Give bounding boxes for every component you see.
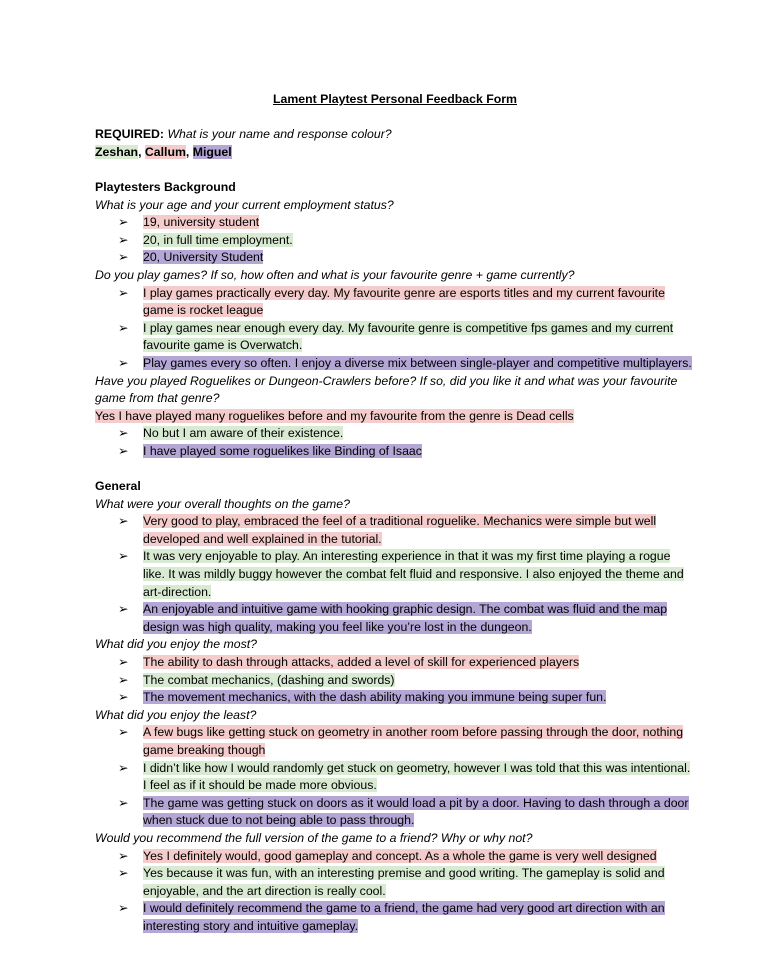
answer-text: The movement mechanics, with the dash ability making you immune being super fun. — [143, 690, 607, 705]
arrow-bullet-icon: ➢ — [118, 725, 129, 740]
answer-list — [95, 285, 695, 373]
arrow-bullet-icon: ➢ — [118, 320, 129, 335]
answer-text: I didn’t like how I would randomly get stuck on geometry, however I was told that this was intentional. I feel as if it should be made more obvious. — [143, 760, 691, 793]
answer-text: Yes I have played many roguelikes before and my favourite from the genre is Dead cells — [95, 408, 574, 423]
answer-text: 19, university student — [143, 215, 260, 230]
form-title: Lament Playtest Personal Feedback Form — [273, 92, 517, 106]
arrow-bullet-icon: ➢ — [118, 866, 129, 881]
required-question: What is your name and response colour? — [167, 127, 392, 142]
answer-list — [95, 214, 695, 267]
answer-text: The combat mechanics, (dashing and swords) — [143, 672, 395, 687]
answer-list — [95, 848, 695, 936]
arrow-bullet-icon: ➢ — [118, 514, 129, 529]
answer-item — [95, 795, 693, 830]
name-separator: , — [138, 144, 145, 159]
answer-list — [95, 425, 695, 460]
answer-item — [95, 548, 693, 601]
answer-item — [95, 425, 693, 443]
arrow-bullet-icon: ➢ — [118, 443, 129, 458]
question-play-games: Do you play games? If so, how often and what is your favourite genre + game currently? — [95, 267, 575, 282]
answer-item — [95, 672, 693, 690]
answer-item — [95, 249, 693, 267]
answer-item — [95, 654, 693, 672]
question-enjoy-least: What did you enjoy the least? — [95, 707, 257, 722]
arrow-bullet-icon: ➢ — [118, 672, 129, 687]
respondent-name-callum: Callum — [144, 144, 186, 159]
answer-item — [95, 865, 693, 900]
answer-text: An enjoyable and intuitive game with hooking graphic design. The combat was fluid and the map design was high quality, making you feel like you’re lost in the dungeon. — [143, 602, 668, 634]
respondent-name-zeshan: Zeshan — [95, 144, 139, 159]
answer-text: I would definitely recommend the game to a friend, the game had very good art direction with an interesting story and intuitive gameplay. — [143, 901, 665, 933]
answer-list — [95, 724, 695, 830]
answer-text: It was very enjoyable to play. An interesting experience in that it was my first time playing a rogue like. It was mildly buggy however the combat felt fluid and responsive. I also enjoyed the theme and art-direction. — [143, 549, 684, 599]
name-separator: , — [185, 144, 193, 159]
answer-list — [95, 654, 695, 707]
arrow-bullet-icon: ➢ — [118, 602, 129, 617]
answer-item — [95, 848, 693, 866]
answer-item — [95, 513, 693, 548]
arrow-bullet-icon: ➢ — [118, 285, 129, 300]
answer-item — [95, 443, 693, 461]
answer-text: 20, in full time employment. — [143, 232, 293, 247]
answer-item — [95, 689, 693, 707]
question-overall-thoughts: What were your overall thoughts on the game? — [95, 496, 350, 511]
answer-text: I play games near enough every day. My favourite genre is competitive fps games and my current favourite game is Overwatch. — [143, 320, 674, 353]
arrow-bullet-icon: ➢ — [118, 250, 129, 265]
answer-text: Play games every so often. I enjoy a diverse mix between single-player and competitive multiplayers. — [143, 355, 692, 370]
answer-item — [95, 724, 693, 759]
answer-item — [95, 601, 693, 636]
answer-item — [95, 355, 693, 373]
answer-item — [95, 285, 693, 320]
answer-text: The ability to dash through attacks, added a level of skill for experienced players — [143, 655, 580, 669]
answer-text: A few bugs like getting stuck on geometry in another room before passing through the door, nothing game breaking though — [143, 725, 684, 757]
answer-item — [95, 900, 693, 935]
arrow-bullet-icon: ➢ — [118, 690, 129, 705]
arrow-bullet-icon: ➢ — [118, 355, 129, 370]
arrow-bullet-icon: ➢ — [118, 760, 129, 775]
answer-text: Very good to play, embraced the feel of a traditional roguelike. Mechanics were simple but well developed and well explained in the tutorial. — [143, 514, 657, 546]
answer-item — [95, 760, 693, 795]
spacer — [95, 460, 695, 478]
answer-item — [95, 214, 693, 232]
answer-item — [95, 232, 693, 250]
section-heading-general: General — [95, 479, 141, 494]
question-roguelikes: Have you played Roguelikes or Dungeon-Crawlers before? If so, did you like it and what was your favourite game from that genre? — [95, 373, 678, 406]
section-heading-background: Playtesters Background — [95, 179, 236, 194]
required-label: REQUIRED: — [95, 127, 165, 142]
answer-text: The game was getting stuck on doors as it would load a pit by a door. Having to dash through a door when stuck due to not being able to pass through. — [143, 795, 689, 828]
arrow-bullet-icon: ➢ — [118, 215, 129, 230]
question-age-employment: What is your age and your current employment status? — [95, 197, 394, 212]
answer-text: 20, University Student — [143, 250, 264, 265]
answer-text: Yes because it was fun, with an interesting premise and good writing. The gameplay is solid and enjoyable, and the art direction is really cool. — [143, 866, 665, 898]
answer-text: Yes I definitely would, good gameplay and concept. As a whole the game is very well designed — [143, 848, 657, 863]
arrow-bullet-icon: ➢ — [118, 426, 129, 441]
respondent-name-miguel: Miguel — [192, 144, 232, 159]
answer-list — [95, 513, 695, 636]
question-recommend: Would you recommend the full version of the game to a friend? Why or why not? — [95, 830, 533, 845]
question-enjoy-most: What did you enjoy the most? — [95, 637, 257, 652]
arrow-bullet-icon: ➢ — [118, 549, 129, 564]
arrow-bullet-icon: ➢ — [118, 232, 129, 247]
respondent-names — [95, 144, 695, 162]
arrow-bullet-icon: ➢ — [118, 655, 129, 669]
answer-text: I play games practically every day. My favourite genre are esports titles and my current favourite game is rocket league — [143, 285, 665, 318]
spacer — [95, 109, 695, 127]
answer-text: I have played some roguelikes like Binding of Isaac — [143, 443, 422, 458]
arrow-bullet-icon: ➢ — [118, 848, 129, 863]
feedback-form-page — [95, 91, 695, 936]
spacer — [95, 161, 695, 179]
required-question-line — [95, 126, 695, 144]
answer-paragraph — [95, 408, 695, 426]
arrow-bullet-icon: ➢ — [118, 901, 129, 916]
answer-item — [95, 320, 693, 355]
answer-text: No but I am aware of their existence. — [143, 426, 344, 441]
arrow-bullet-icon: ➢ — [118, 795, 129, 810]
